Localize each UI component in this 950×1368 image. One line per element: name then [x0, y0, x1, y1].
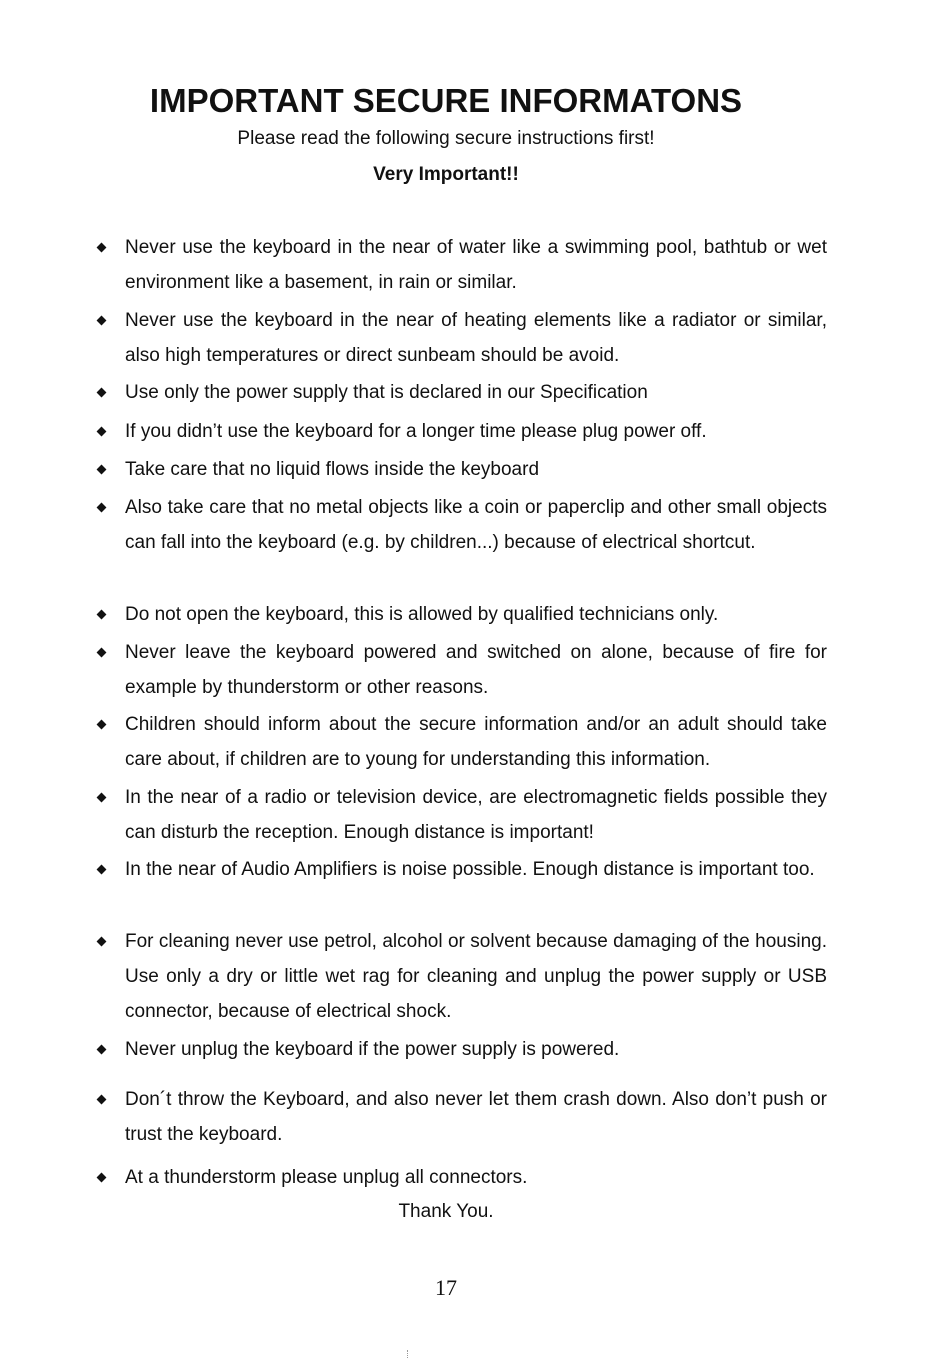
instruction-text: Don´t throw the Keyboard, and also never let them crash down. Also don’t push or trust the keyboard. [125, 1089, 827, 1145]
instruction-text: Never use the keyboard in the near of heating elements like a radiator or similar, also high temperatures or direct sunbeam should be avoid. [125, 310, 827, 366]
instruction-text: Take care that no liquid flows inside the keyboard [125, 459, 540, 480]
page-number: 17 [435, 1275, 457, 1300]
scan-artifact [407, 1350, 409, 1358]
diamond-bullet-icon [95, 707, 107, 742]
diamond-bullet-icon [95, 490, 107, 525]
diamond-bullet-icon [95, 452, 107, 487]
diamond-bullet-icon [95, 1032, 107, 1067]
diamond-bullet-icon [95, 780, 107, 815]
instruction-text: If you didn’t use the keyboard for a longer time please plug power off. [125, 421, 707, 442]
diamond-bullet-icon [95, 1082, 107, 1117]
diamond-bullet-icon [95, 924, 107, 959]
diamond-bullet-icon [95, 303, 107, 338]
instruction-text: For cleaning never use petrol, alcohol or solvent because damaging of the housing. Use only a dry or little wet rag for cleaning and unplug the power supply or USB connector, because of electrical shock. [125, 931, 827, 1022]
instruction-text: In the near of a radio or television device, are electromagnetic fields possible they can disturb the reception. Enough distance is important! [125, 787, 827, 843]
diamond-bullet-icon [95, 375, 107, 410]
instruction-text: In the near of Audio Amplifiers is noise possible. Enough distance is important too. [125, 859, 815, 880]
diamond-bullet-icon [95, 230, 107, 265]
instruction-text: Never leave the keyboard powered and switched on alone, because of fire for example by thunderstorm or other reasons. [125, 642, 827, 698]
instruction-text: Do not open the keyboard, this is allowed by qualified technicians only. [125, 604, 719, 625]
diamond-bullet-icon [95, 414, 107, 449]
diamond-bullet-icon [95, 597, 107, 632]
instruction-text: At a thunderstorm please unplug all connectors. [125, 1167, 528, 1188]
instruction-text: Use only the power supply that is declared in our Specification [125, 382, 648, 403]
page-subtitle: Please read the following secure instructions first! [237, 128, 655, 149]
instruction-text: Never use the keyboard in the near of water like a swimming pool, bathtub or wet environment like a basement, in rain or similar. [125, 237, 827, 293]
diamond-bullet-icon [95, 1160, 107, 1195]
instruction-text: Also take care that no metal objects like a coin or paperclip and other small objects can fall into the keyboard (e.g. by children...) because of electrical shortcut. [125, 497, 827, 553]
diamond-bullet-icon [95, 635, 107, 670]
emphasis-note: Very Important!! [373, 164, 519, 185]
instruction-text: Never unplug the keyboard if the power supply is powered. [125, 1039, 620, 1060]
diamond-bullet-icon [95, 852, 107, 887]
closing-text: Thank You. [398, 1201, 494, 1222]
page-title: IMPORTANT SECURE INFORMATONS [149, 82, 743, 119]
instruction-text: Children should inform about the secure information and/or an adult should take care about, if children are to young for understanding this information. [125, 714, 827, 770]
